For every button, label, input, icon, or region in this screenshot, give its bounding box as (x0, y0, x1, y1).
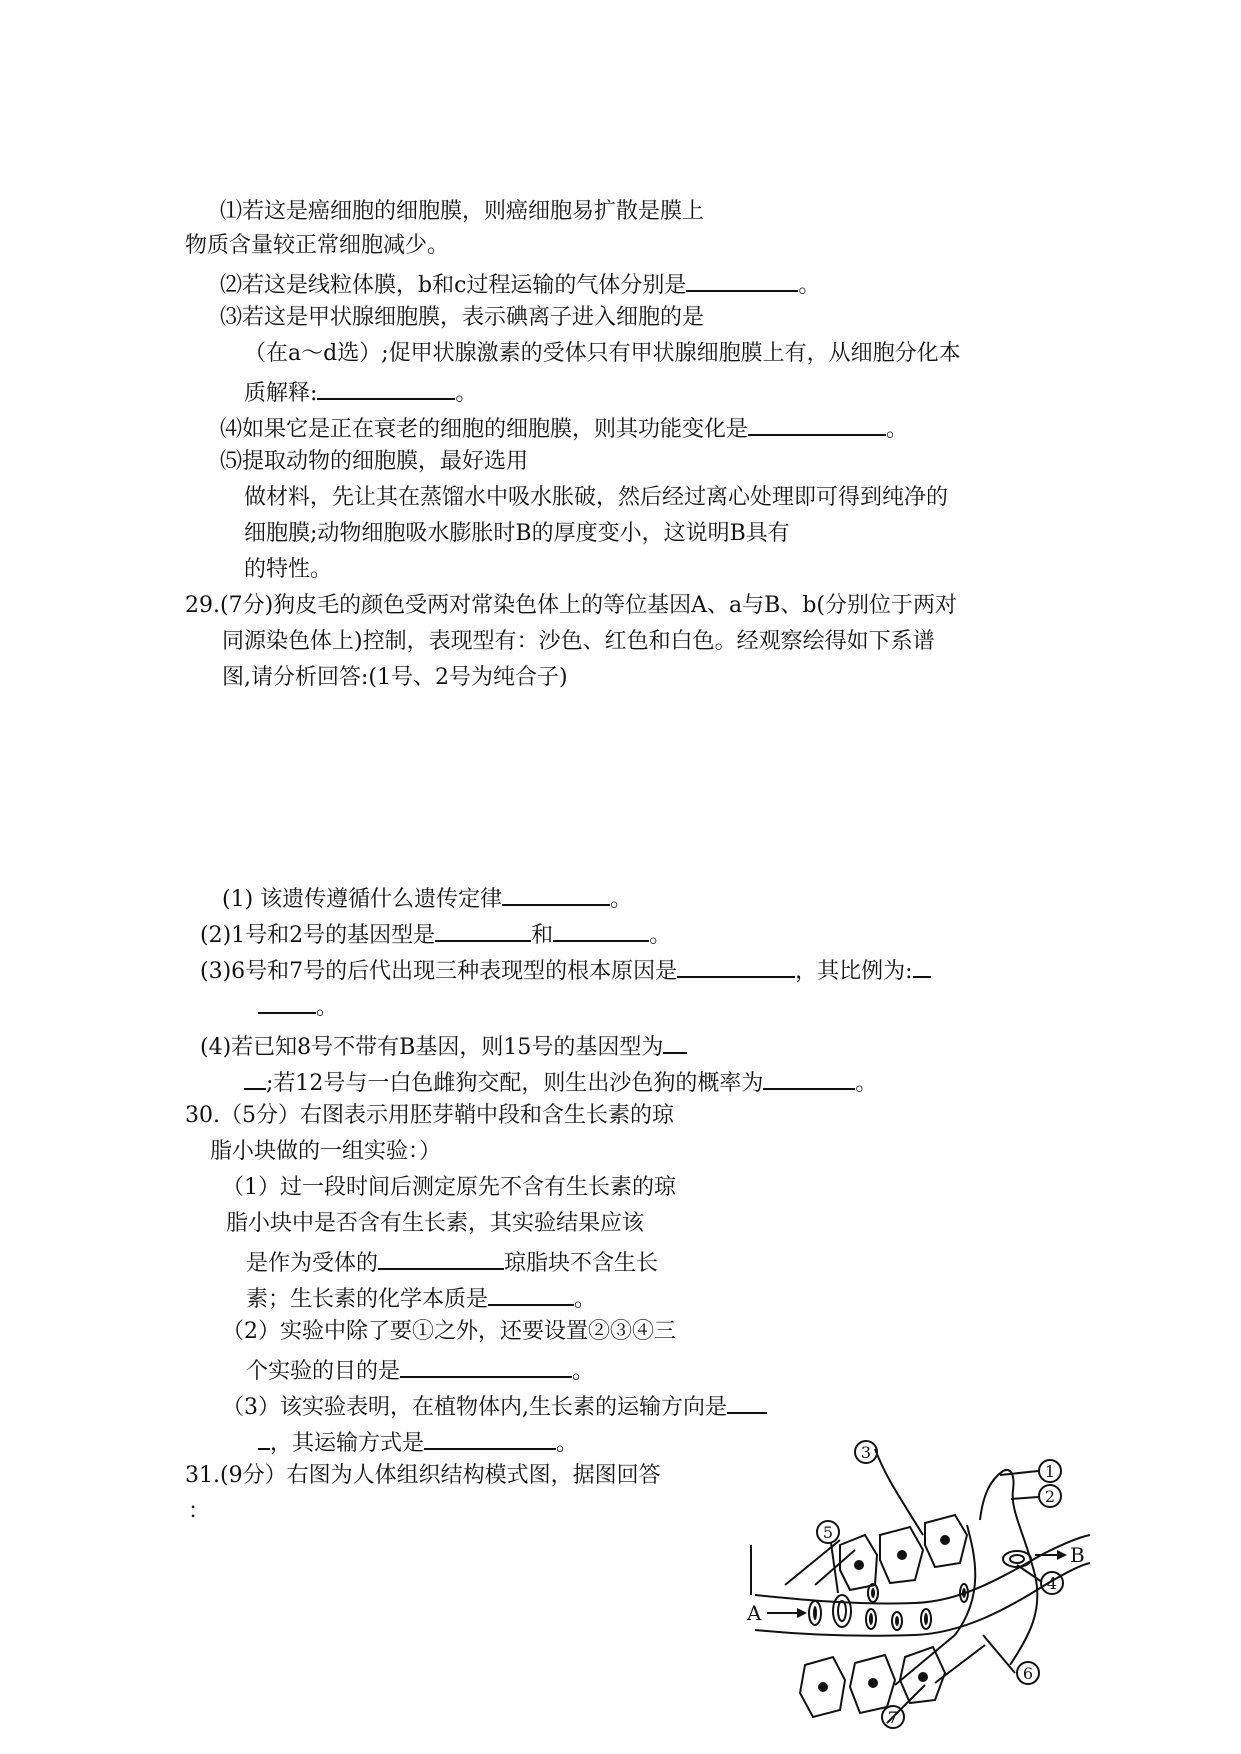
cell-nucleus (940, 1535, 950, 1545)
q30-head-a: 30.（5分）右图表示用胚芽鞘中段和含生长素的琼 (185, 1103, 674, 1128)
answer-blank[interactable] (258, 1426, 270, 1450)
label-circle-5-hidden (745, 1520, 747, 1542)
answer-blank[interactable] (502, 882, 610, 906)
q28-p2: ⑵若这是线粒体膜，b和c过程运输的气体分别是 。 (220, 268, 820, 300)
rbc-center (871, 1588, 875, 1598)
leader-line-1 (1000, 1471, 1038, 1475)
red-blood-cell (833, 1595, 851, 1627)
q30-p1c: 是作为受体的 琼脂块不含生长 (246, 1246, 658, 1278)
white-blood-cell (1003, 1551, 1031, 1567)
label-2: 2 (1044, 1487, 1056, 1506)
leader-line-6 (983, 1635, 1015, 1673)
q29-p1: (1) 该遗传遵循什么遗传定律 。 (222, 882, 632, 914)
arrowhead-B (1057, 1550, 1067, 1560)
answer-blank[interactable] (663, 1030, 687, 1054)
q28-p1a: ⑴若这是癌细胞的细胞膜，则癌细胞易扩散是膜上 (220, 199, 705, 224)
q28-p1b: 物质含量较正常细胞减少。 (185, 233, 450, 258)
cell-nucleus (868, 1678, 878, 1688)
label-6: 6 (1022, 1664, 1034, 1683)
answer-blank[interactable] (763, 1066, 855, 1090)
rbc-center (924, 1613, 928, 1625)
q30-p2a: （2）实验中除了要①之外，还要设置②③④三 (222, 1319, 676, 1344)
cell-nucleus (854, 1560, 864, 1570)
q29-head-a: 29.(7分)狗皮毛的颜色受两对常染色体上的等位基因A、a与B、b(分别位于两对 (185, 593, 957, 618)
q28-p5c: 细胞膜;动物细胞吸水膨胀时B的厚度变小，这说明B具有 (244, 521, 790, 546)
q30-p1b: 脂小块中是否含有生长素，其实验结果应该 (226, 1211, 645, 1236)
q29-p4b: ;若12号与一白色雌狗交配，则生出沙色狗的概率为 。 (244, 1066, 877, 1098)
arrowhead-A (797, 1608, 807, 1618)
q31-colon: ： (188, 1499, 211, 1524)
q29-p2: (2)1号和2号的基因型是 和 。 (200, 918, 671, 950)
answer-blank[interactable] (435, 918, 531, 942)
q29-head-c: 图,请分析回答:(1号、2号为纯合子) (222, 665, 568, 690)
answer-blank[interactable] (244, 1066, 266, 1090)
q28-p5b: 做材料，先让其在蒸馏水中吸水胀破，然后经过离心处理即可得到纯净的 (244, 485, 949, 510)
answer-blank[interactable] (686, 268, 798, 292)
q29-p4a: (4)若已知8号不带有B基因，则15号的基因型为 (200, 1030, 687, 1062)
q28-p4: ⑷如果它是正在衰老的细胞的细胞膜，则其功能变化是 。 (220, 412, 908, 444)
answer-blank[interactable] (553, 918, 649, 942)
q30-p1d: 素；生长素的化学本质是 。 (246, 1282, 596, 1314)
rbc-center (962, 1588, 966, 1598)
label-3: 3 (860, 1443, 872, 1462)
tissue-structure-diagram (745, 1435, 1120, 1735)
answer-blank[interactable] (400, 1354, 572, 1378)
q28-p5a: ⑸提取动物的细胞膜，最好选用 (220, 449, 529, 474)
leader-line-5b (831, 1543, 838, 1593)
cell-nucleus (918, 1672, 928, 1682)
q28-p3b: （在a～d选）;促甲状腺激素的受体只有甲状腺细胞膜上有，从细胞分化本 (244, 341, 961, 366)
q30-p1a: （1）过一段时间后测定原先不含有生长素的琼 (222, 1175, 676, 1200)
leader-line-4 (1017, 1565, 1042, 1582)
answer-blank[interactable] (488, 1282, 574, 1306)
q28-p3a: ⑶若这是甲状腺细胞膜，表示碘离子进入细胞的是 (220, 305, 705, 330)
leader-line-3 (875, 1449, 923, 1535)
leader-line-2 (1011, 1497, 1038, 1499)
label-B: B (1070, 1543, 1085, 1567)
q28-p5d: 的特性。 (244, 557, 333, 582)
spacer (745, 1435, 752, 1445)
rbc-center (869, 1613, 873, 1625)
answer-blank[interactable] (317, 376, 455, 400)
q30-head-b: 脂小块做的一组实验：） (210, 1139, 442, 1164)
cell-nucleus (818, 1682, 828, 1692)
red-blood-cell-inner (838, 1601, 846, 1621)
q28-p3c: 质解释: 。 (244, 376, 477, 408)
rbc-center (895, 1616, 899, 1626)
answer-blank[interactable] (913, 954, 931, 978)
label-A: A (747, 1601, 762, 1625)
label-4: 4 (1046, 1574, 1058, 1593)
answer-blank[interactable] (748, 412, 886, 436)
q30-p3b: ，其运输方式是 。 (258, 1426, 578, 1458)
q29-head-b: 同源染色体上)控制，表现型有：沙色、红色和白色。经观察绘得如下系谱 (222, 629, 935, 654)
q30-p2b: 个实验的目的是 。 (246, 1354, 594, 1386)
label-7: 7 (887, 1708, 899, 1727)
answer-blank[interactable] (378, 1246, 504, 1270)
q31-head: 31.(9分）右图为人体组织结构模式图，据图回答 (185, 1463, 661, 1488)
answer-blank[interactable] (424, 1426, 556, 1450)
q29-p3-cont: 。 (258, 990, 338, 1022)
q29-p3: (3)6号和7号的后代出现三种表现型的根本原因是 ，其比例为: (200, 954, 931, 986)
white-blood-cell-nucleus (1010, 1555, 1024, 1563)
label-1: 1 (1044, 1462, 1056, 1481)
q30-p3a: （3）该实验表明，在植物体内,生长素的运输方向是 (222, 1390, 767, 1422)
answer-blank[interactable] (258, 990, 316, 1014)
lymph-vessel (980, 1470, 1037, 1665)
label-5: 5 (822, 1523, 834, 1542)
cell-nucleus (897, 1550, 907, 1560)
answer-blank[interactable] (727, 1390, 767, 1414)
rbc-center (813, 1606, 817, 1620)
answer-blank[interactable] (677, 954, 795, 978)
